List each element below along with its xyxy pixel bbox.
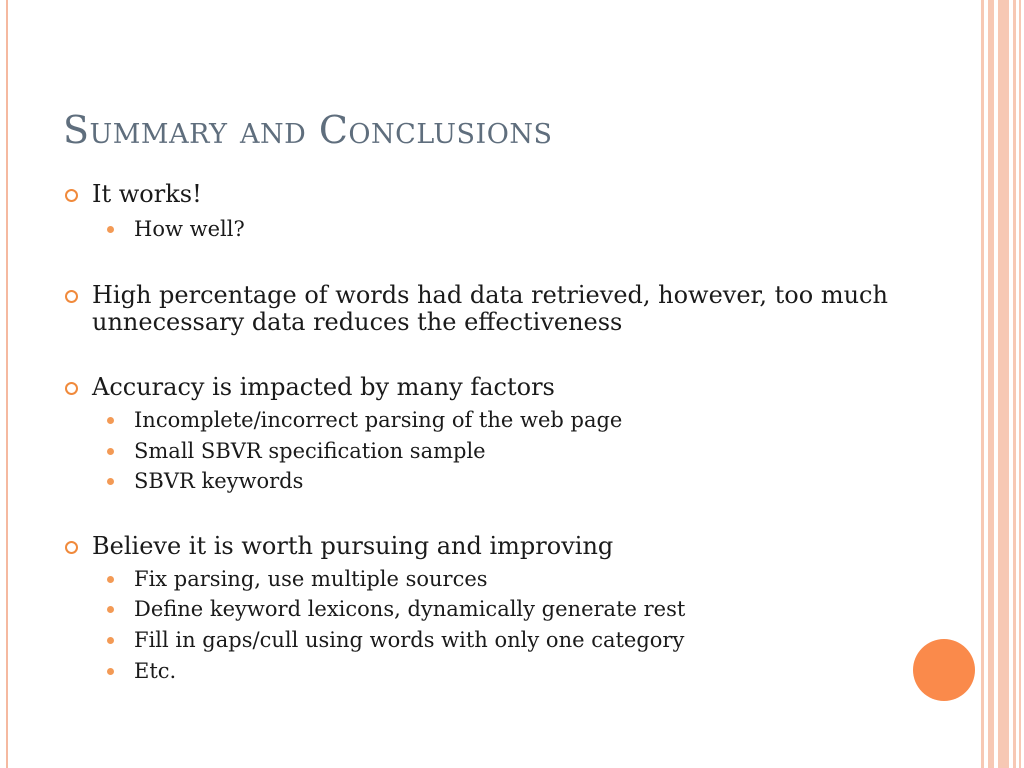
dot-bullet-icon: [107, 226, 114, 233]
sub-bullet-item: [134, 439, 486, 463]
sub-bullet-item: [134, 628, 684, 652]
frame-stripe: [981, 0, 984, 768]
sub-bullet-text: SBVR keywords: [134, 469, 304, 493]
dot-bullet-icon: [107, 637, 114, 644]
sub-bullet-text: Incomplete/incorrect parsing of the web page: [134, 408, 623, 432]
frame-line-left: [6, 0, 8, 768]
dot-bullet-icon: [107, 576, 114, 583]
bullet-text: It works!: [92, 180, 202, 208]
bullet-item: [92, 374, 892, 401]
sub-bullet-item: [134, 469, 303, 493]
dot-bullet-icon: [107, 417, 114, 424]
frame-stripe: [998, 0, 1009, 768]
sub-bullet-text: Fix parsing, use multiple sources: [134, 567, 488, 591]
ring-bullet-icon: [65, 189, 78, 202]
sub-bullet-text: Define keyword lexicons, dynamically generate rest: [134, 597, 686, 621]
sub-bullet-item: [134, 659, 176, 683]
bullet-text: Believe it is worth pursuing and improving: [92, 532, 614, 560]
sub-bullet-text: Fill in gaps/cull using words with only one category: [134, 628, 685, 652]
bullet-item: [92, 282, 892, 336]
dot-bullet-icon: [107, 448, 114, 455]
sub-bullet-text: How well?: [134, 217, 245, 241]
sub-bullet-text: Small SBVR specification sample: [134, 439, 486, 463]
bullet-text: High percentage of words had data retrieved, however, too much unnecessary data reduces the effectiveness: [92, 281, 888, 336]
slide-title: Summary and Conclusions: [63, 108, 553, 152]
bullet-item: [92, 533, 892, 560]
sub-bullet-item: [134, 217, 245, 241]
ring-bullet-icon: [65, 382, 78, 395]
bullet-item: [92, 181, 892, 208]
bullet-text: Accuracy is impacted by many factors: [92, 373, 555, 401]
sub-bullet-item: [134, 408, 622, 432]
sub-bullet-text: Etc.: [134, 659, 177, 683]
sub-bullet-item: [134, 597, 685, 621]
dot-bullet-icon: [107, 668, 114, 675]
frame-stripe: [1019, 0, 1021, 768]
frame-stripe: [1013, 0, 1016, 768]
frame-stripe: [988, 0, 994, 768]
ring-bullet-icon: [65, 290, 78, 303]
ring-bullet-icon: [65, 541, 78, 554]
decorative-circle: [913, 639, 975, 701]
sub-bullet-item: [134, 567, 488, 591]
dot-bullet-icon: [107, 606, 114, 613]
dot-bullet-icon: [107, 478, 114, 485]
